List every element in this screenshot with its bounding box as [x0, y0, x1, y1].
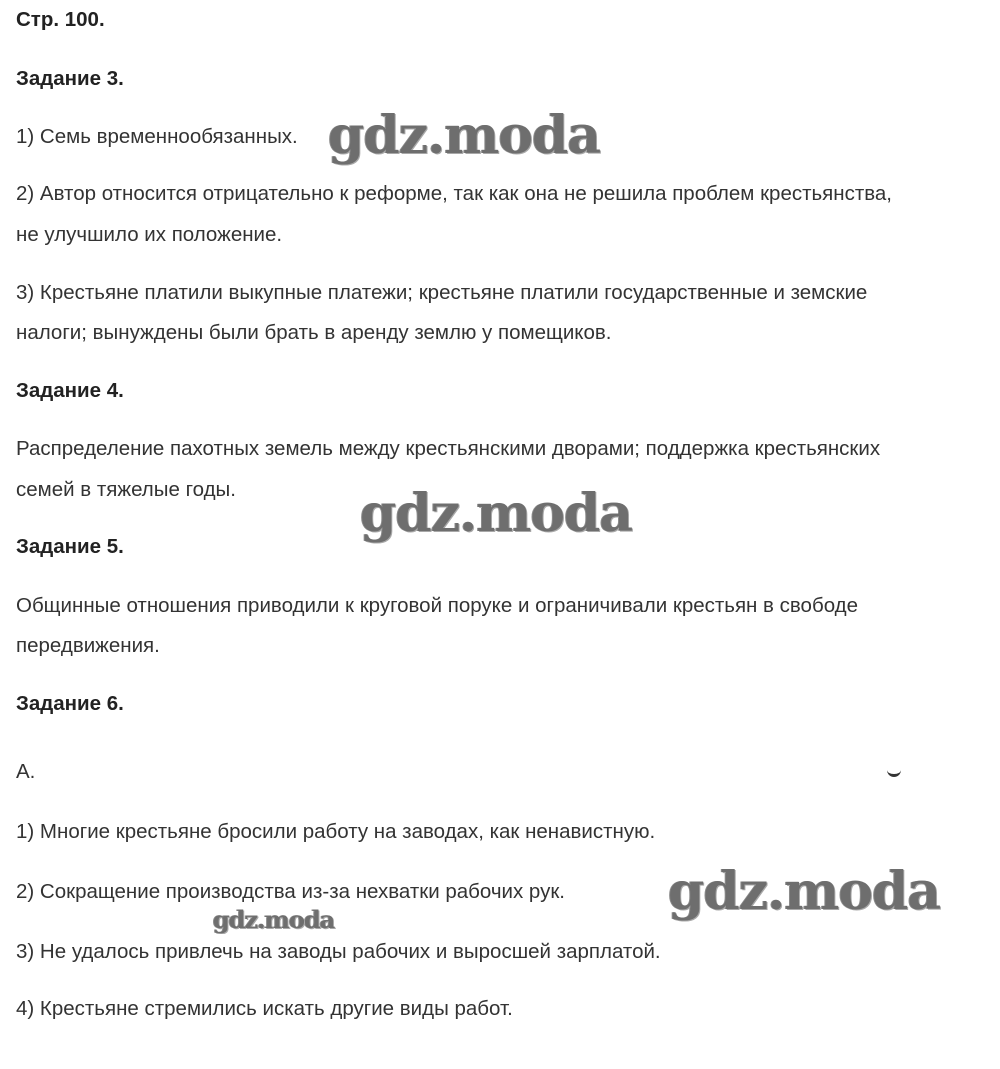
task-3-answer-1: 1) Семь временнообязанных.	[16, 125, 298, 148]
task-6-part-a: А.	[16, 760, 36, 783]
task-6-title: Задание 6.	[16, 692, 124, 715]
task-6-answer-2: 2) Сокращение производства из-за нехватки рабочих рук.	[16, 880, 565, 903]
task-3-answer-3-line-1: 3) Крестьяне платили выкупные платежи; крестьяне платили государственные и земские	[16, 281, 868, 304]
watermark-1: gdz.moda	[328, 105, 601, 166]
task-4-title: Задание 4.	[16, 379, 124, 402]
task-5-title: Задание 5.	[16, 535, 124, 558]
task-3-answer-2-line-1: 2) Автор относится отрицательно к реформе, так как она не решила проблем крестьянства,	[16, 182, 892, 205]
task-3-title: Задание 3.	[16, 67, 124, 90]
task-6-answer-3: 3) Не удалось привлечь на заводы рабочих и выросшей зарплатой.	[16, 940, 661, 963]
task-3-answer-2-line-2: не улучшило их положение.	[16, 223, 283, 246]
task-4-answer-line-1: Распределение пахотных земель между крестьянскими дворами; поддержка крестьянских	[16, 437, 881, 460]
watermark-4: gdz.moda	[213, 905, 335, 934]
task-5-answer-line-1: Общинные отношения приводили к круговой поруке и ограничивали крестьян в свободе	[16, 594, 859, 617]
page-header: Стр. 100.	[16, 8, 105, 31]
watermark-2: gdz.moda	[360, 483, 633, 544]
task-4-answer-line-2: семей в тяжелые годы.	[16, 478, 236, 501]
task-6-answer-1: 1) Многие крестьяне бросили работу на заводах, как ненавистную.	[16, 820, 656, 843]
task-3-answer-3-line-2: налоги; вынуждены были брать в аренду землю у помещиков.	[16, 321, 612, 344]
task-5-answer-line-2: передвижения.	[16, 634, 160, 657]
task-6-answer-4: 4) Крестьяне стремились искать другие виды работ.	[16, 997, 513, 1020]
watermark-3: gdz.moda	[668, 861, 941, 922]
stray-mark	[887, 768, 901, 777]
